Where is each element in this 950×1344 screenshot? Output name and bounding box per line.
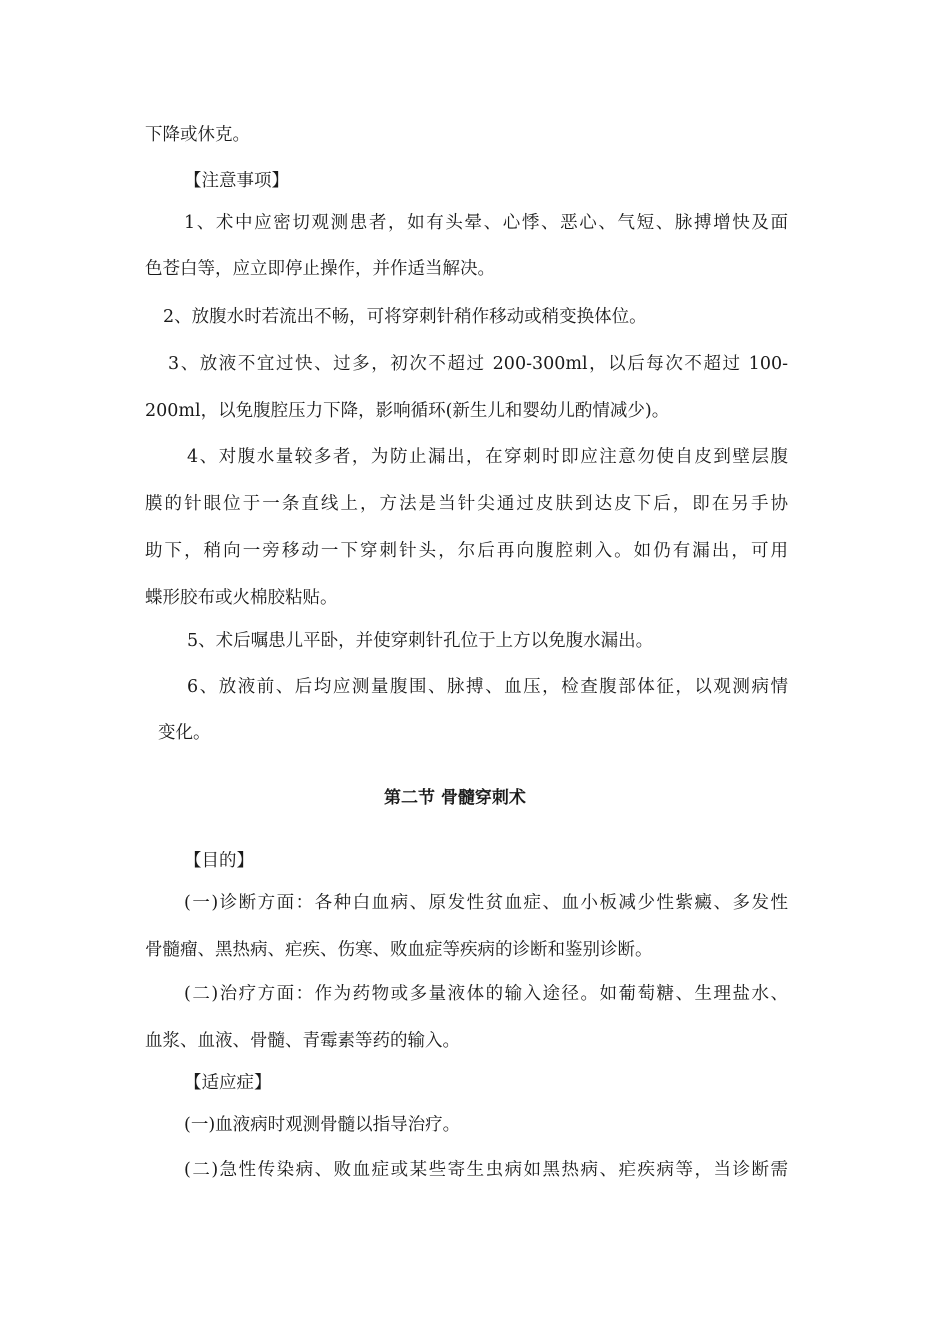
section-heading: 【注意事项】	[184, 171, 289, 191]
text-line: (二)治疗方面：作为药物或多量液体的输入途径。如葡萄糖、生理盐水、	[184, 984, 788, 1004]
text-line: 色苍白等，应立即停止操作，并作适当解决。	[145, 259, 495, 279]
text-line: 下降或休克。	[145, 125, 250, 145]
text-line: 助下，稍向一旁移动一下穿刺针头，尔后再向腹腔刺入。如仍有漏出，可用	[145, 541, 788, 561]
text-line: 4、对腹水量较多者，为防止漏出，在穿刺时即应注意勿使自皮到壁层腹	[187, 447, 788, 467]
text-line: 蝶形胶布或火棉胶粘贴。	[145, 588, 338, 608]
text-line: 膜的针眼位于一条直线上，方法是当针尖通过皮肤到达皮下后，即在另手协	[145, 494, 788, 514]
text-line: 3、放液不宜过快、过多，初次不超过 200-300ml，以后每次不超过 100-	[168, 354, 788, 374]
text-line: 2、放腹水时若流出不畅，可将穿刺针稍作移动或稍变换体位。	[163, 307, 647, 327]
text-line: (一)血液病时观测骨髓以指导治疗。	[184, 1115, 461, 1135]
text-line: 200ml，以免腹腔压力下降，影响循环(新生儿和婴幼儿酌情减少)。	[145, 401, 670, 421]
text-line: 变化。	[158, 723, 211, 743]
text-line: (一)诊断方面：各种白血病、原发性贫血症、血小板减少性紫癜、多发性	[184, 893, 788, 913]
text-line: (二)急性传染病、败血症或某些寄生虫病如黑热病、疟疾病等，当诊断需	[184, 1160, 788, 1180]
text-line: 骨髓瘤、黑热病、疟疾、伤寒、败血症等疾病的诊断和鉴别诊断。	[145, 940, 653, 960]
text-line: 1、术中应密切观测患者，如有头晕、心悸、恶心、气短、脉搏增快及面	[184, 213, 788, 233]
text-line: 血浆、血液、骨髓、青霉素等药的输入。	[145, 1031, 460, 1051]
section-heading: 【适应症】	[184, 1073, 272, 1093]
text-line: 6、放液前、后均应测量腹围、脉搏、血压，检查腹部体征，以观测病情	[187, 677, 788, 697]
section-title: 第二节 骨髓穿刺术	[384, 788, 526, 808]
section-heading: 【目的】	[184, 851, 254, 871]
text-line: 5、术后嘱患儿平卧，并使穿刺针孔位于上方以免腹水漏出。	[187, 631, 654, 651]
